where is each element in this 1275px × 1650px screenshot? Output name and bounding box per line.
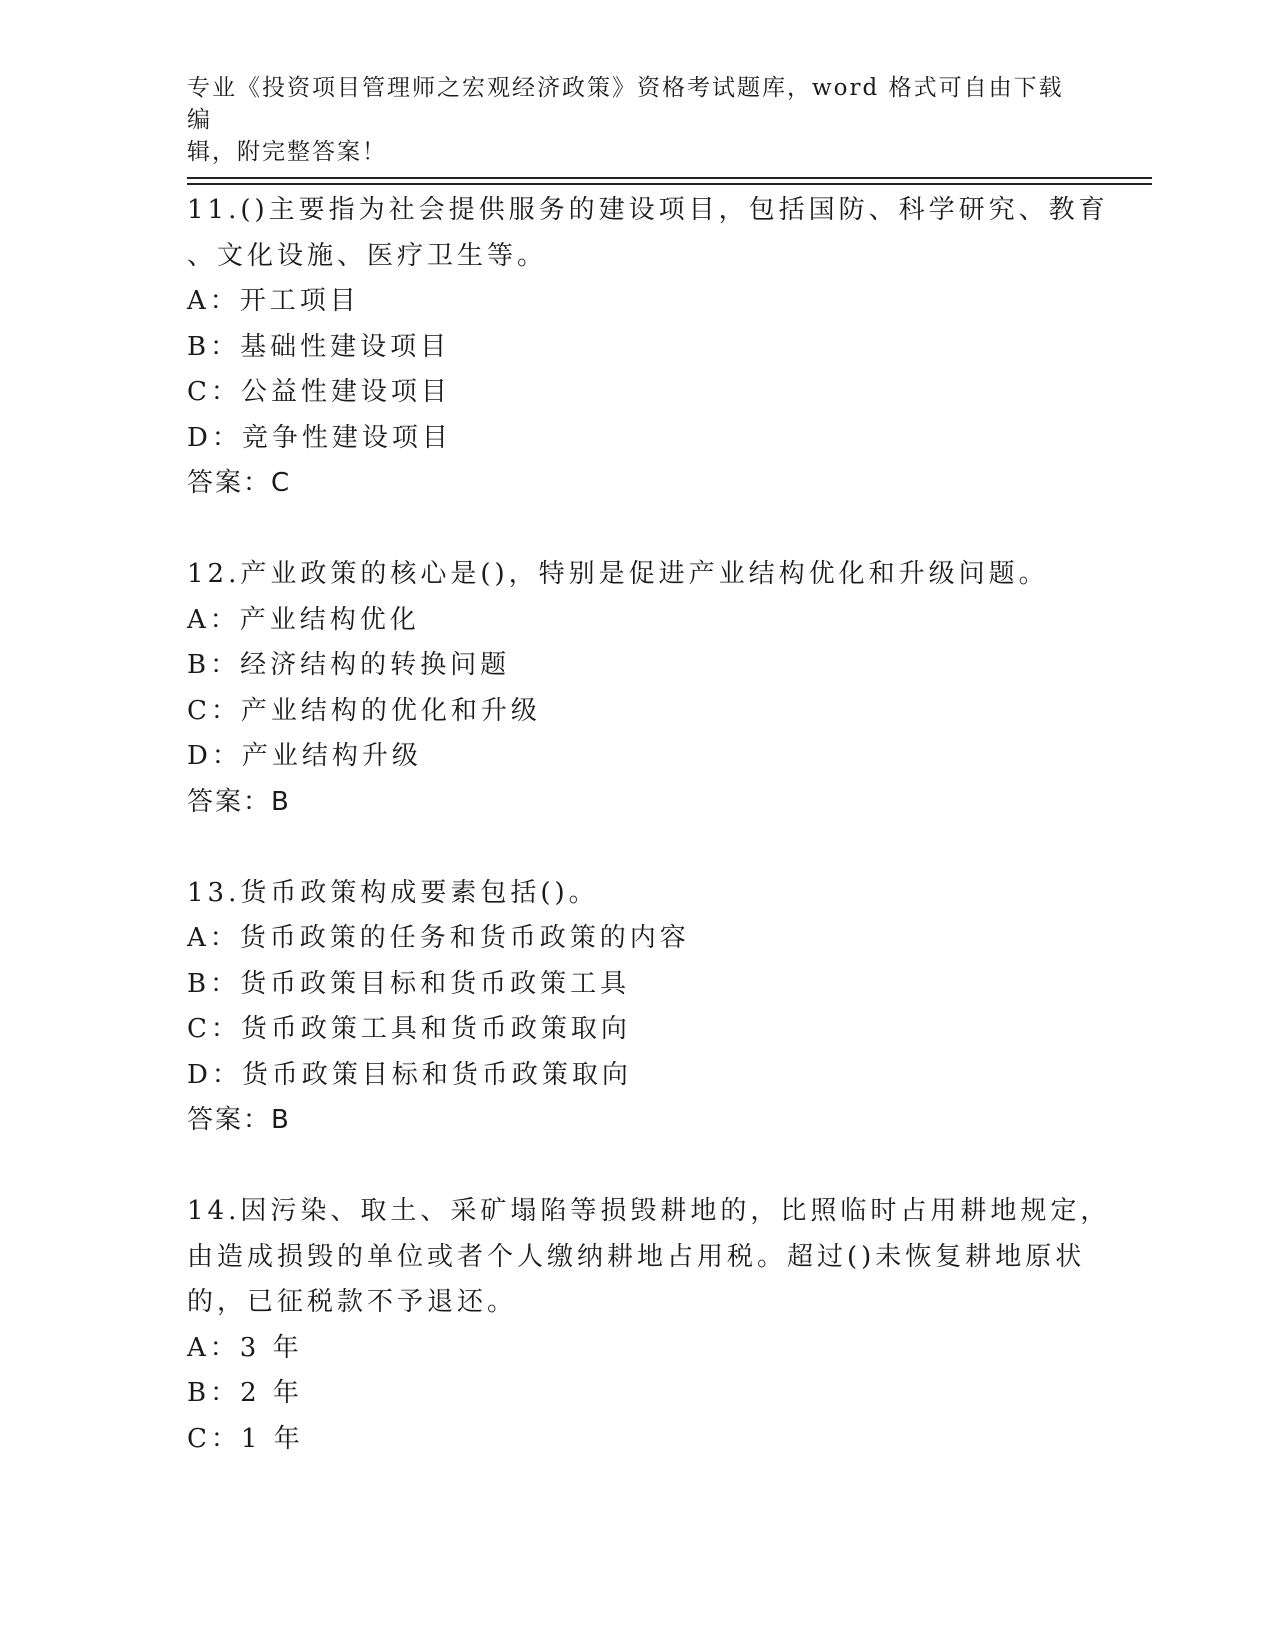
option-a: A：货币政策的任务和货币政策的内容: [187, 923, 690, 953]
question-14: [187, 1189, 1111, 1462]
option-a: A：产业结构优化: [187, 604, 420, 635]
option-d: D：竞争性建设项目: [187, 422, 452, 453]
question-stem-line: 由造成损毁的单位或者个人缴纳耕地占用税。超过()未恢复耕地原状: [187, 1241, 1086, 1272]
header-line-2: 辑，附完整答案！: [187, 139, 387, 165]
option-c: C：产业结构的优化和升级: [187, 695, 541, 726]
answer-line: 答案：B: [187, 786, 291, 817]
answer-line: 答案：B: [187, 1105, 291, 1135]
option-a: A：3 年: [187, 1332, 303, 1363]
option-d: D：产业结构升级: [187, 741, 422, 771]
header-divider-bottom: [187, 183, 1152, 185]
question-spacer: [187, 1144, 1087, 1190]
option-b: B：货币政策目标和货币政策工具: [187, 968, 631, 999]
option-a: A：开工项目: [187, 286, 360, 316]
option-b: B：基础性建设项目: [187, 331, 451, 362]
question-stem-line: 11.()主要指为社会提供服务的建设项目，包括国防、科学研究、教育: [187, 195, 1109, 225]
header-divider-top: [187, 177, 1152, 179]
question-stem-line: 13.货币政策构成要素包括()。: [187, 877, 599, 908]
question-spacer: [187, 825, 1087, 871]
document-header: [187, 72, 1067, 168]
option-b: B：经济结构的转换问题: [187, 650, 511, 680]
option-c: C：货币政策工具和货币政策取向: [187, 1014, 631, 1044]
question-12: [187, 552, 1087, 825]
option-c: C：1 年: [187, 1423, 304, 1454]
question-13: [187, 871, 1087, 1144]
question-list: [187, 188, 1111, 1462]
question-stem-line: 的，已征税款不予退还。: [187, 1287, 518, 1317]
option-d: D：货币政策目标和货币政策取向: [187, 1059, 632, 1090]
question-spacer: [187, 507, 1087, 553]
answer-line: 答案：C: [187, 468, 292, 498]
question-stem-line: 、文化设施、医疗卫生等。: [187, 240, 548, 271]
option-c: C：公益性建设项目: [187, 377, 451, 407]
question-stem-line: 14.因污染、取土、采矿塌陷等损毁耕地的，比照临时占用耕地规定，: [187, 1196, 1111, 1226]
question-11: [187, 188, 1109, 507]
header-line-1: 专业《投资项目管理师之宏观经济政策》资格考试题库，word 格式可自由下载编: [187, 75, 1064, 133]
question-stem-line: 12.产业政策的核心是()，特别是促进产业结构优化和升级问题。: [187, 559, 1049, 589]
option-b: B：2 年: [187, 1378, 303, 1408]
